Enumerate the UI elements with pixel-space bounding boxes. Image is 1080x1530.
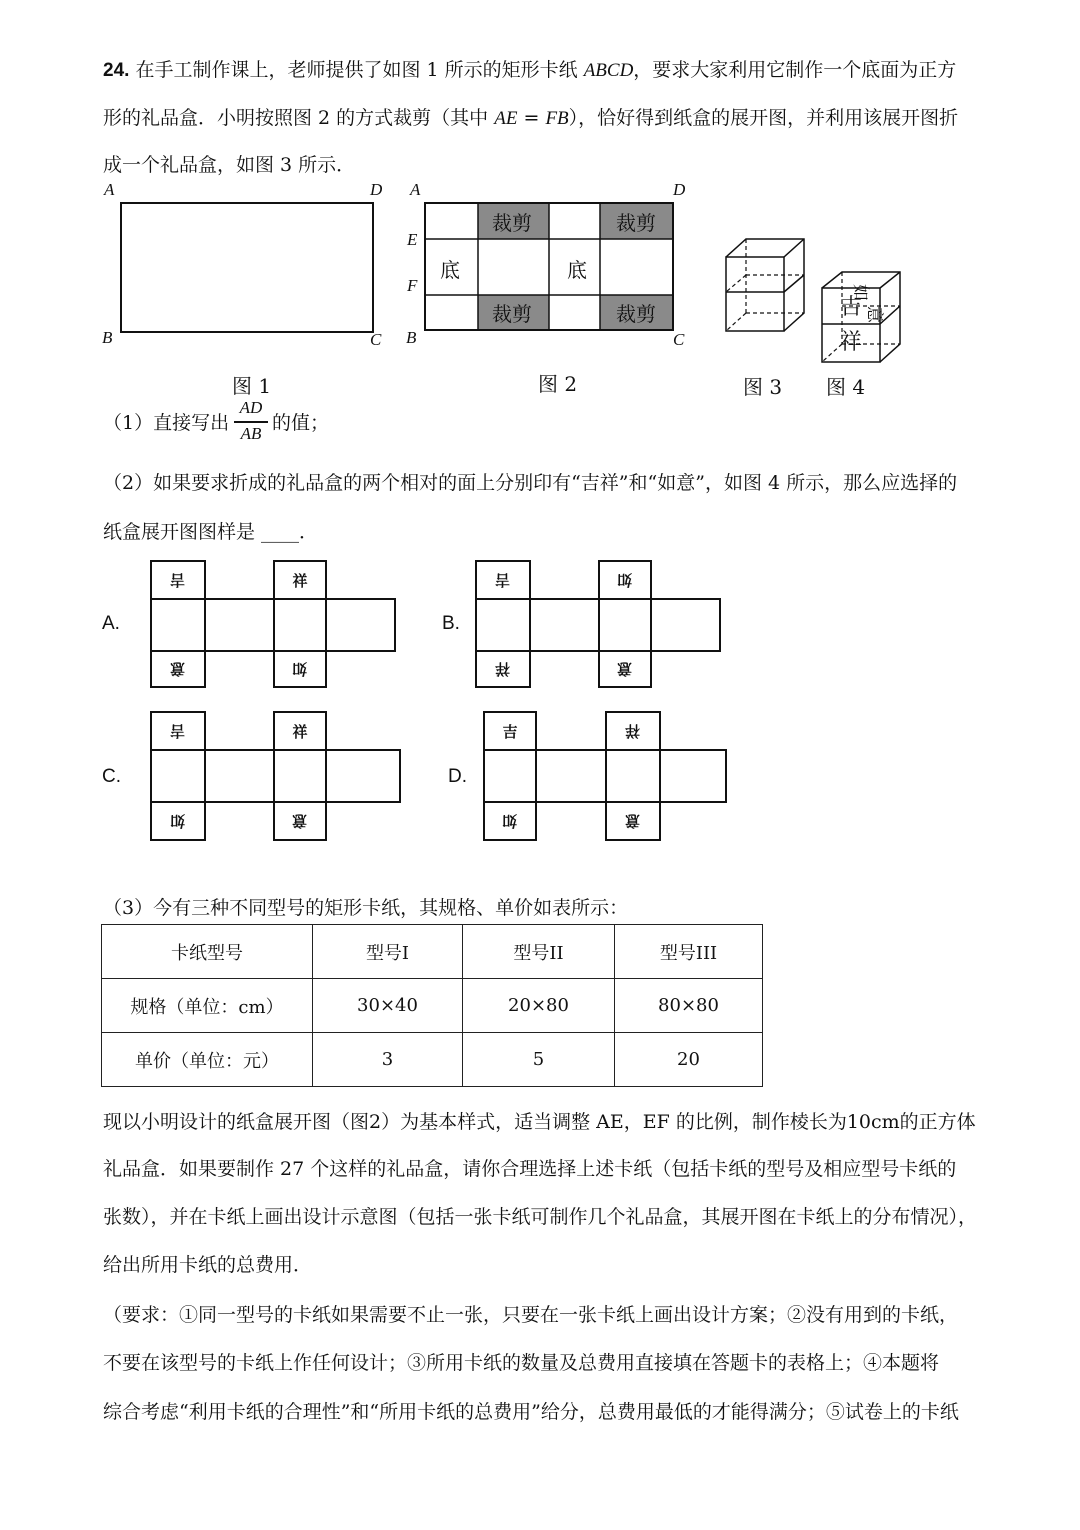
problem-intro-line3: 成一个礼品盒，如图 3 所示． — [103, 154, 356, 176]
fig2-base-label-2: 底 — [567, 258, 587, 282]
intro-text: ，要求大家利用它制作一个底面为正方 — [633, 59, 957, 81]
option-a-cell — [325, 598, 396, 652]
fig4-xiang-text: 祥 — [840, 330, 863, 355]
table-header-cell: 型号I — [313, 925, 463, 979]
fig2-point-d: D — [673, 180, 686, 199]
option-b-cell — [598, 598, 652, 652]
intro-eq: = — [517, 107, 546, 129]
table-cell: 20 — [615, 1033, 763, 1087]
fig1-point-c: C — [370, 330, 382, 349]
option-a-cell — [273, 560, 327, 600]
option-d-cell — [535, 749, 607, 803]
q2-line2: 纸盒展开图图样是 ____． — [103, 521, 319, 543]
option-b-cell — [475, 598, 531, 652]
option-b-text: 如 — [617, 570, 633, 589]
option-b-cell — [475, 560, 531, 600]
option-c-cell — [325, 749, 401, 803]
intro-abcd: ABCD — [583, 60, 634, 81]
table-row — [102, 1033, 763, 1087]
problem-number: 24. — [103, 60, 130, 81]
option-d-text: 祥 — [625, 721, 641, 740]
option-c-label: C. — [102, 766, 121, 787]
fig2-caption: 图 2 — [538, 372, 578, 396]
fig1-caption: 图 1 — [232, 374, 272, 398]
option-b-cell — [475, 650, 531, 688]
option-d-cell — [659, 749, 727, 803]
fig4-ji-text: 吉 — [840, 295, 863, 320]
table-cell: 3 — [313, 1033, 463, 1087]
option-d-cell — [483, 801, 537, 841]
option-d-text: 如 — [502, 811, 518, 830]
intro-text: 形的礼品盒．小明按照图 2 的方式裁剪（其中 — [103, 107, 495, 129]
intro-fb: FB — [545, 108, 569, 129]
fig2-cut-label-2: 裁剪 — [616, 211, 656, 235]
option-c-cell — [150, 801, 206, 841]
option-a-text: 如 — [292, 659, 308, 678]
option-b-cell — [598, 560, 652, 600]
option-d-cell — [605, 711, 661, 751]
q2-line1: （2）如果要求折成的礼品盒的两个相对的面上分别印有“吉祥”和“如意”，如图 4 所示，那么应选择的 — [103, 472, 958, 494]
figure-1-rectangle — [120, 202, 374, 333]
option-c-cell — [150, 749, 206, 803]
option-c-cell — [273, 711, 327, 751]
option-d-text: 意 — [625, 811, 641, 830]
option-c-text: 祥 — [292, 722, 308, 741]
option-c-text: 意 — [292, 811, 308, 830]
fig1-point-b: B — [102, 328, 113, 347]
option-b-text: 吉 — [495, 570, 511, 589]
option-a-cell — [150, 598, 206, 652]
option-d-cell — [483, 711, 537, 751]
table-row — [102, 925, 763, 979]
q3-req-line3: 综合考虑“利用卡纸的合理性”和“所用卡纸的总费用”给分，总费用最低的才能得满分；⑤试卷上的卡纸 — [103, 1401, 959, 1423]
figure-2-net — [424, 202, 674, 331]
fig2-point-c: C — [673, 330, 685, 349]
table-header-cell: 型号III — [615, 925, 763, 979]
fig4-caption: 图 4 — [826, 375, 866, 399]
fig1-point-d: D — [370, 180, 383, 199]
option-d-cell — [483, 749, 537, 803]
q3-req-line2: 不要在该型号的卡纸上作任何设计；③所用卡纸的数量及总费用直接填在答题卡的表格上；④本题将 — [103, 1352, 940, 1374]
fig2-cut-label-1: 裁剪 — [492, 211, 532, 235]
option-c-cell — [273, 749, 327, 803]
table-header-cell: 型号II — [463, 925, 615, 979]
fig2-point-b: B — [406, 328, 417, 347]
option-d-text: 吉 — [502, 722, 518, 741]
option-a-cell — [150, 650, 206, 688]
option-b-cell — [598, 650, 652, 688]
option-b-label: B. — [442, 613, 460, 634]
spec-table — [101, 924, 763, 1087]
fig2-point-f: F — [407, 276, 418, 295]
q1-suffix: 的值； — [272, 412, 330, 434]
table-cell: 80×80 — [615, 979, 763, 1033]
q1-numerator: AD — [239, 398, 263, 417]
option-a-label: A. — [102, 613, 120, 634]
table-cell: 20×80 — [463, 979, 615, 1033]
fig2-point-a: A — [410, 180, 421, 199]
q1-prefix: （1）直接写出 — [103, 412, 230, 434]
option-a-cell — [150, 560, 206, 600]
option-a-text: 意 — [170, 659, 186, 678]
q3-body-line2: 礼品盒．如果要制作 27 个这样的礼品盒，请你合理选择上述卡纸（包括卡纸的型号及相应型号卡纸的 — [103, 1158, 957, 1180]
table-row — [102, 979, 763, 1033]
fig2-base-label-1: 底 — [440, 258, 460, 282]
q3-req-line1: （要求：①同一型号的卡纸如果需要不止一张，只要在一张卡纸上画出设计方案；②没有用到的卡纸， — [103, 1304, 959, 1326]
option-b-cell — [650, 598, 721, 652]
intro-text: 在手工制作课上，老师提供了如图 1 所示的矩形卡纸 — [135, 59, 584, 81]
fig4-ru-text: 如 — [850, 284, 870, 301]
option-c-cell — [150, 711, 206, 751]
option-d-cell — [605, 801, 661, 841]
fig1-point-a: A — [104, 180, 115, 199]
option-c-cell — [204, 749, 275, 803]
option-c-cell — [273, 801, 327, 841]
option-b-cell — [529, 598, 600, 652]
fig3-caption: 图 3 — [743, 375, 783, 399]
fig2-point-e: E — [407, 230, 418, 249]
q1-fraction-bar — [234, 421, 268, 423]
q3-body-line1: 现以小明设计的纸盒展开图（图2）为基本样式，适当调整 AE，EF 的比例，制作棱长为10cm的正方体 — [103, 1111, 976, 1133]
q3-intro: （3）今有三种不同型号的矩形卡纸，其规格、单价如表所示： — [103, 897, 629, 919]
q3-body-line4: 给出所用卡纸的总费用． — [103, 1254, 313, 1276]
problem-intro-line1 — [103, 48, 983, 93]
intro-ae: AE — [494, 108, 518, 129]
option-d-cell — [605, 749, 661, 803]
q3-body-line3: 张数），并在卡纸上画出设计示意图（包括一张卡纸可制作几个礼品盒，其展开图在卡纸上的分布情况）， — [103, 1206, 978, 1228]
intro-text: ），恰好得到纸盒的展开图，并利用该展开图折 — [568, 107, 959, 129]
table-cell: 30×40 — [313, 979, 463, 1033]
option-b-text: 祥 — [495, 659, 511, 678]
option-c-text: 如 — [170, 811, 186, 830]
option-d-label: D. — [448, 766, 467, 787]
table-cell: 5 — [463, 1033, 615, 1087]
fig4-yi-text: 意 — [864, 306, 884, 323]
option-a-cell — [204, 598, 275, 652]
table-header-cell: 卡纸型号 — [102, 925, 313, 979]
option-a-text: 祥 — [292, 571, 308, 590]
figure-3-cube — [720, 235, 810, 335]
fig2-cut-label-3: 裁剪 — [492, 302, 532, 326]
problem-intro-line2 — [103, 96, 983, 141]
q1-denominator: AB — [240, 424, 262, 443]
fig2-cut-label-4: 裁剪 — [616, 302, 656, 326]
table-cell: 单价（单位：元） — [102, 1033, 313, 1087]
option-c-text: 吉 — [170, 721, 186, 740]
option-b-text: 意 — [617, 659, 633, 678]
table-cell: 规格（单位：cm） — [102, 979, 313, 1033]
option-a-text: 吉 — [170, 570, 186, 589]
option-a-cell — [273, 598, 327, 652]
option-a-cell — [273, 650, 327, 688]
